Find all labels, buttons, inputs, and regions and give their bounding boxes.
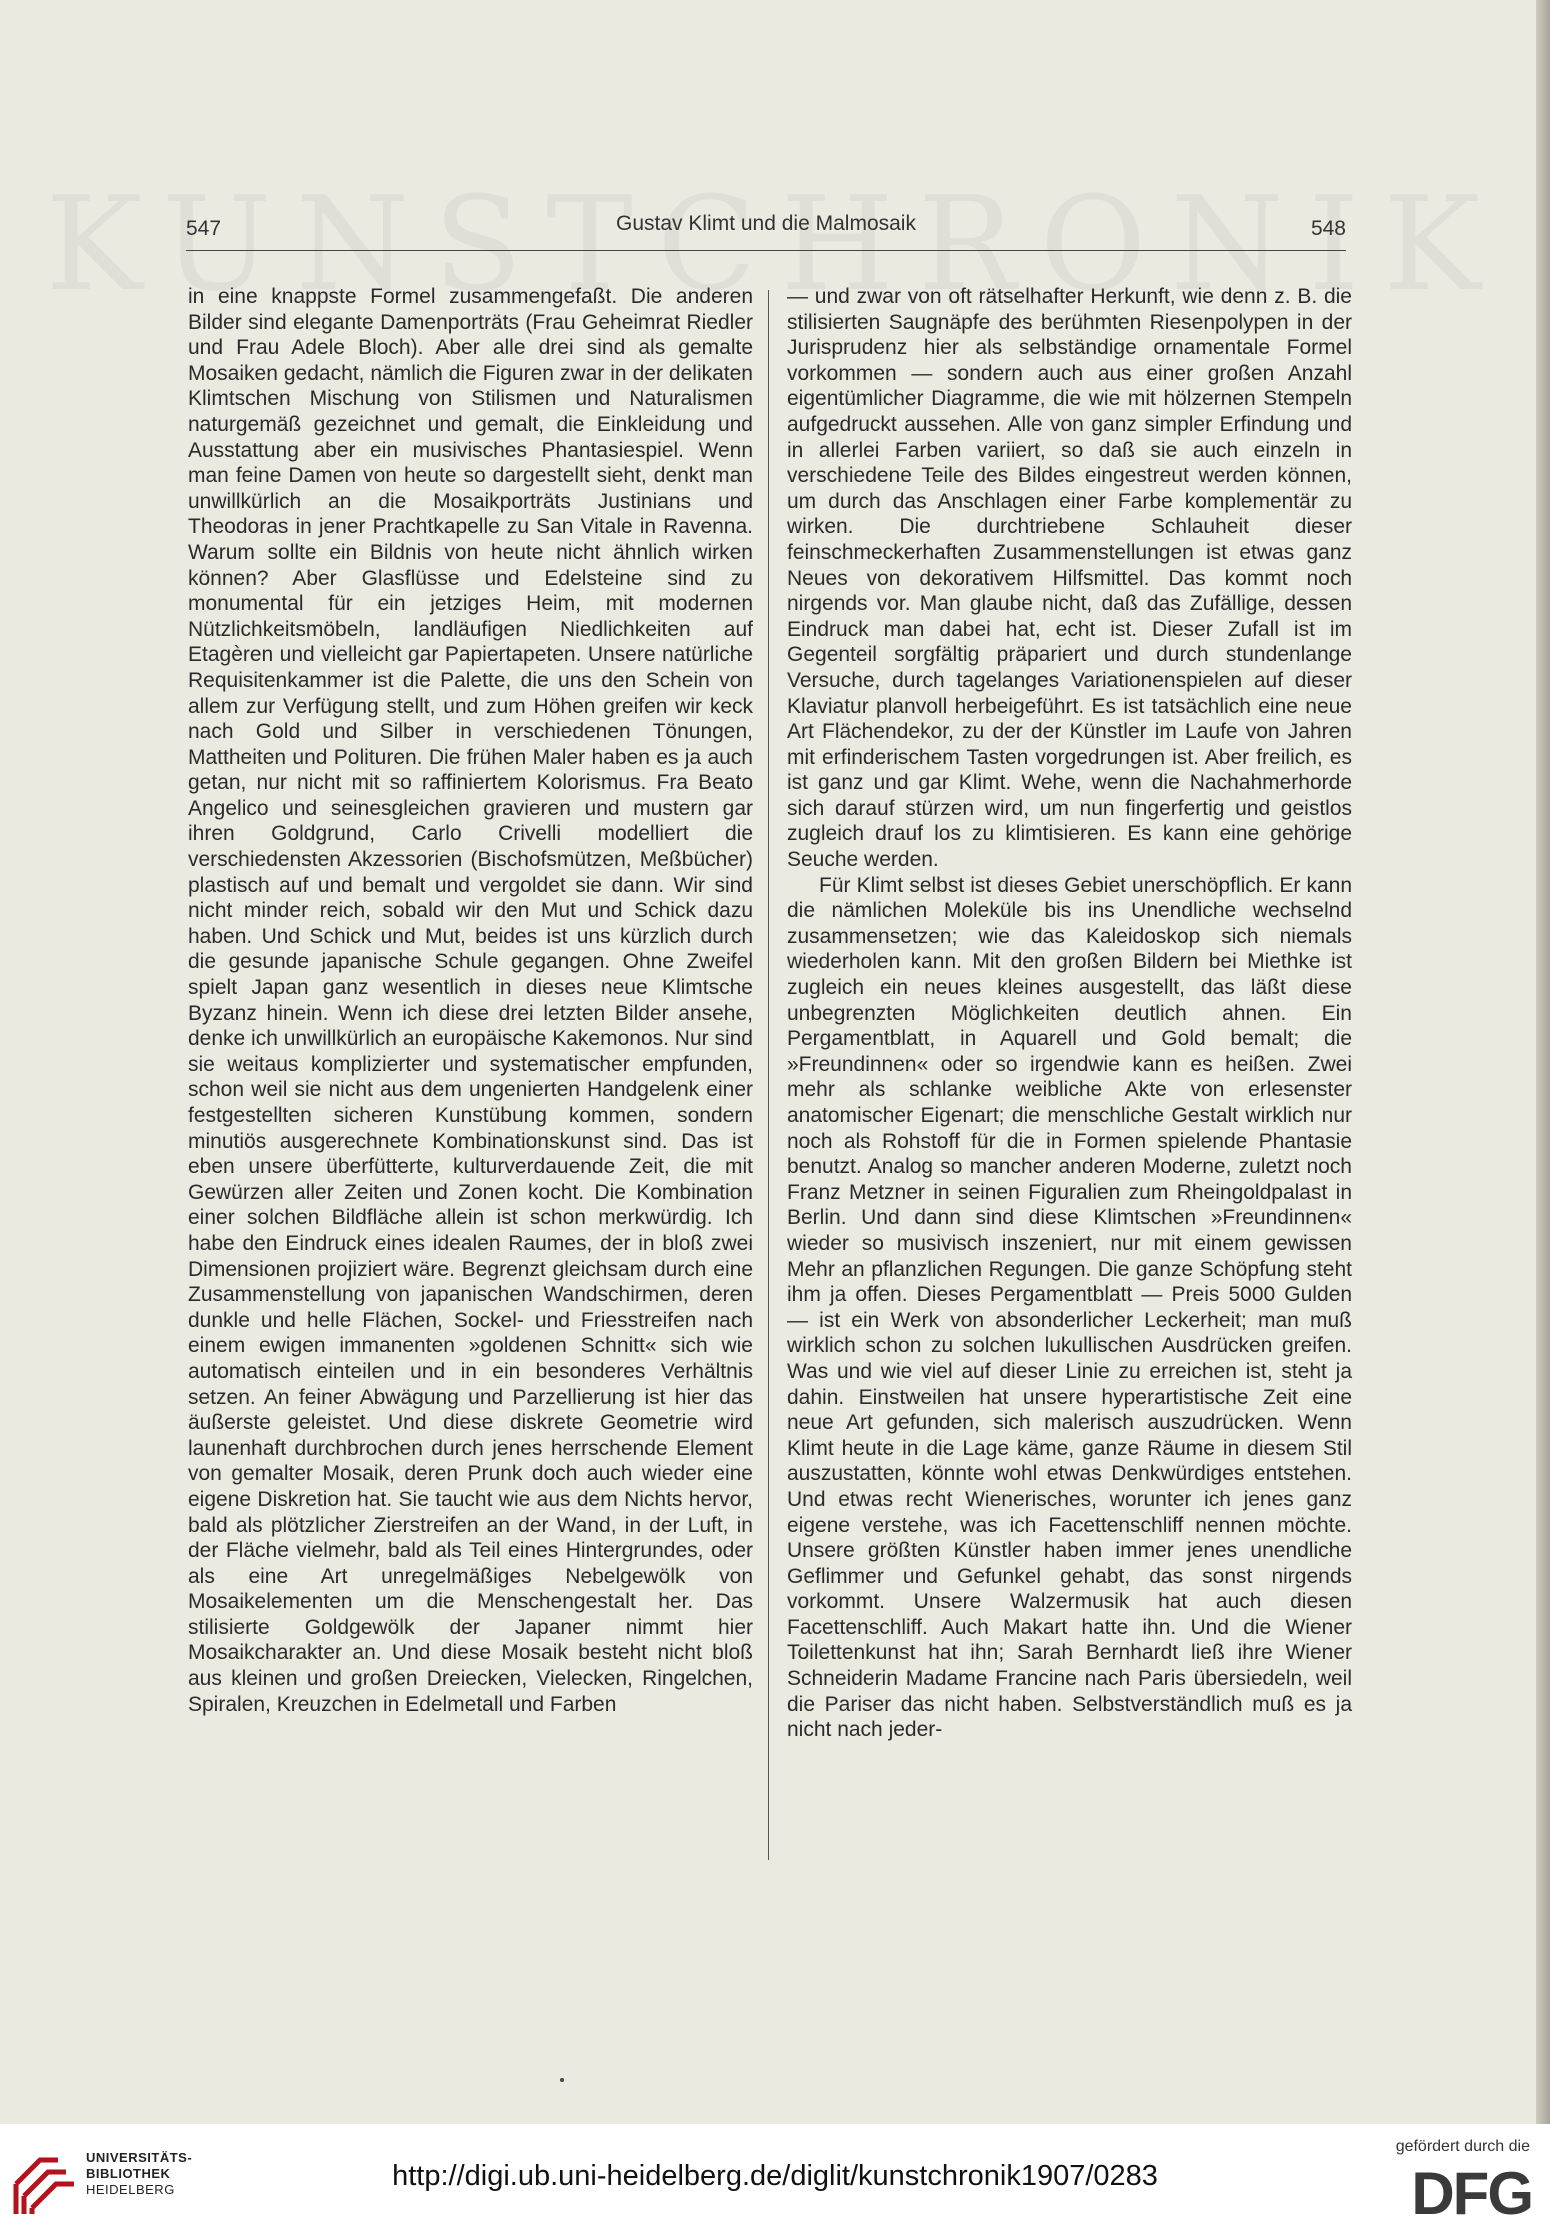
- running-title: Gustav Klimt und die Malmosaik: [616, 212, 916, 235]
- page-edge: [1536, 0, 1550, 2234]
- running-header: [186, 212, 1346, 252]
- header-rule: [186, 250, 1346, 251]
- page-number-left: 547: [186, 217, 222, 240]
- dfg-logo: DFG: [1411, 2160, 1532, 2227]
- page-number-right: 548: [1310, 217, 1346, 240]
- library-name-line-3: HEIDELBERG: [86, 2182, 175, 2197]
- left-column: [188, 284, 753, 1717]
- right-paragraph-2: Für Klimt selbst ist dieses Gebiet unerschöpflich. Er kann die nämlichen Moleküle bis ins Unendliche wechselnd zusammensetzen; wie das Kaleidoskop sich niemals wiederholen kann. Mit den großen Bildern bei Miethke ist zugleich ein neues kleines ausgestellt, das läßt diese unbegrenzten Möglichkeiten deutlich ahnen. Ein Pergamentblatt, in Aquarell und Gold bemalt; die »Freundinnen« oder so irgendwie kann es heißen. Zwei mehr als schlanke weibliche Akte von erlesenster anatomischer Eigenart; die menschliche Gestalt wirklich nur noch als Rohstoff für die in Formen spielende Phantasie benutzt. Analog so mancher anderen Moderne, zuletzt noch Franz Metzner in seinen Figuralien zum Rheingoldpalast in Berlin. Und dann sind diese Klimtschen »Freundinnen« wieder so musivisch inszeniert, nur mit einem gewissen Mehr an pflanzlichen Regungen. Die ganze Schöpfung steht ihm ja offen. Dieses Pergamentblatt — Preis 5000 Gulden — ist ein Werk von absonderlicher Leckerheit; man muß wirklich schon zu solchen lukullischen Ausdrücken greifen. Was und wie viel auf dieser Linie zu erreichen ist, steht ja dahin. Einstweilen hat unsere hyperartistische Zeit eine neue Art gefunden, sich malerisch auszudrücken. Wenn Klimt heute in die Lage käme, ganze Räume in diesem Stil auszustatten, könnte wohl etwas Denkwürdiges entstehen. Und etwas recht Wienerisches, worunter ich jenes ganz eigene verstehe, was ich Facettenschliff nennen möchte. Unsere größten Künstler haben immer jenes unendliche Geflimmer und Gefunkel gehabt, das sonst nirgends vorkommt. Unsere Walzermusik hat auch diesen Facettenschliff. Auch Makart hatte ihn. Und die Wiener Toilettenkunst hat ihn; Sarah Bernhardt ließ ihre Wiener Schneiderin Madame Francine nach Paris übersiedeln, weil die Pariser das nicht haben. Selbstverständlich muß es ja nicht nach jeder-: [787, 873, 1352, 1742]
- library-name-line-2: BIBLIOTHEK: [86, 2166, 171, 2181]
- funded-by-label: gefördert durch die: [1395, 2138, 1530, 2155]
- footer-bar: [0, 2124, 1550, 2234]
- library-name-line-1: UNIVERSITÄTS-: [86, 2150, 193, 2165]
- scan-speck: [560, 2078, 564, 2082]
- column-divider: [768, 290, 769, 1860]
- right-column: [787, 284, 1352, 1743]
- right-paragraph-1: — und zwar von oft rätselhafter Herkunft, wie denn z. B. die stilisierten Saugnäpfe des berühmten Riesenpolypen in der Jurisprudenz hier als selbständige ornamentale Formel vorkommen — sondern auch aus einer großen Anzahl eigentümlicher Diagramme, die wie mit hölzernen Stempeln aufgedruckt aussehen. Alle von ganz simpler Erfindung und in allerlei Farben variiert, so daß sie auch einzeln in verschiedene Teile des Bildes eingestreut werden können, um durch das Anschlagen einer Farbe komplementär zu wirken. Die durchtriebene Schlauheit dieser feinschmeckerhaften Zusammenstellungen ist etwas ganz Neues von dekorativem Hilfsmittel. Das kommt noch nirgends vor. Man glaube nicht, daß das Zufällige, dessen Eindruck man dabei hat, echt ist. Dieser Zufall ist im Gegenteil sorgfältig präpariert und durch stundenlange Versuche, durch tagelanges Variationenspielen auf dieser Klaviatur planvoll herbeigeführt. Es ist tatsächlich eine neue Art Flächendekor, zu der der Künstler im Laufe von Jahren mit erfinderischem Tasten vorgedrungen ist. Aber freilich, es ist ganz und gar Klimt. Wehe, wenn die Nachahmerhorde sich darauf stürzen wird, um nun fingerfertig und geistlos zugleich drauf los zu klimtisieren. Es kann eine gehörige Seuche werden.: [787, 285, 1352, 872]
- left-paragraph-1: in eine knappste Formel zusammengefaßt. Die anderen Bilder sind elegante Damenporträts (Frau Geheimrat Riedler und Frau Adele Bloch). Aber alle drei sind als gemalte Mosaiken gedacht, nämlich die Figuren zwar in der delikaten Klimtschen Mischung von Stilismen und Naturalismen naturgemäß gezeichnet und gemalt, die Einkleidung und Ausstattung aber ein musivisches Phantasiespiel. Wenn man feine Damen von heute so dargestellt sieht, denkt man unwillkürlich an die Mosaikporträts Justinians und Theodoras in jener Prachtkapelle zu San Vitale in Ravenna. Warum sollte ein Bildnis von heute nicht ähnlich wirken können? Aber Glasflüsse und Edelsteine sind zu monumental für ein jetziges Heim, mit modernen Nützlichkeitsmöbeln, landläufigen Niedlichkeiten auf Etagèren und vielleicht gar Papiertapeten. Unsere natürliche Requisitenkammer ist die Palette, die uns den Schein von allem zur Verfügung stellt, und zum Höhen greifen wir keck nach Gold und Silber in verschiedenen Tönungen, Mattheiten und Polituren. Die frühen Maler haben es ja auch getan, nur nicht mit so raffiniertem Kolorismus. Fra Beato Angelico und seinesgleichen gravieren und mustern gar ihren Goldgrund, Carlo Crivelli modelliert die verschiedensten Akzessorien (Bischofsmützen, Meßbücher) plastisch auf und bemalt und vergoldet sie dann. Wir sind nicht minder reich, sobald wir den Mut und Schick dazu haben. Und Schick und Mut, beides ist uns kürzlich durch die gesunde japanische Schule gegangen. Ohne Zweifel spielt Japan ganz wesentlich in dieses neue Klimtsche Byzanz hinein. Wenn ich diese drei letzten Bilder ansehe, denke ich unwillkürlich an europäische Kakemonos. Nur sind sie weitaus komplizierter und systematischer empfunden, schon weil sie nicht aus dem ungenierten Handgelenk einer festgestellten sicheren Kunstübung kommen, sondern minutiös ausgerechnete Kombinationskunst sind. Das ist eben unsere überfütterte, kulturverdauende Zeit, die mit Gewürzen aller Zeiten und Zonen kocht. Die Kombination einer solchen Bildfläche allein ist schon merkwürdig. Ich habe den Eindruck eines idealen Raumes, der in bloß zwei Dimensionen projiziert wäre. Begrenzt gleichsam durch eine Zusammenstellung von japanischen Wandschirmen, deren dunkle und helle Flächen, Sockel- und Friesstreifen nach einem ewigen immanenten »goldenen Schnitt« sich wie automatisch einteilen und in ein besonderes Verhältnis setzen. An feiner Abwägung und Parzellierung ist hier das äußerste geleistet. Und diese diskrete Geometrie wird launenhaft durchbrochen durch jenes herrschende Element von gemalter Mosaik, deren Prunk doch auch wieder eine eigene Diskretion hat. Sie taucht wie aus dem Nichts hervor, bald als plötzlicher Zierstreifen an der Wand, in der Luft, in der Fläche vielmehr, bald als Teil eines Hintergrundes, oder als eine Art unregelmäßiges Nebelgewölk von Mosaikelementen um die Menschengestalt her. Das stilisierte Goldgewölk der Japaner nimmt hier Mosaikcharakter an. Und diese Mosaik besteht nicht bloß aus kleinen und großen Dreiecken, Vielecken, Ringelchen, Spiralen, Kreuzchen in Edelmetall und Farben: [188, 285, 753, 1716]
- permalink-url[interactable]: http://digi.ub.uni-heidelberg.de/diglit/kunstchronik1907/0283: [392, 2160, 1158, 2192]
